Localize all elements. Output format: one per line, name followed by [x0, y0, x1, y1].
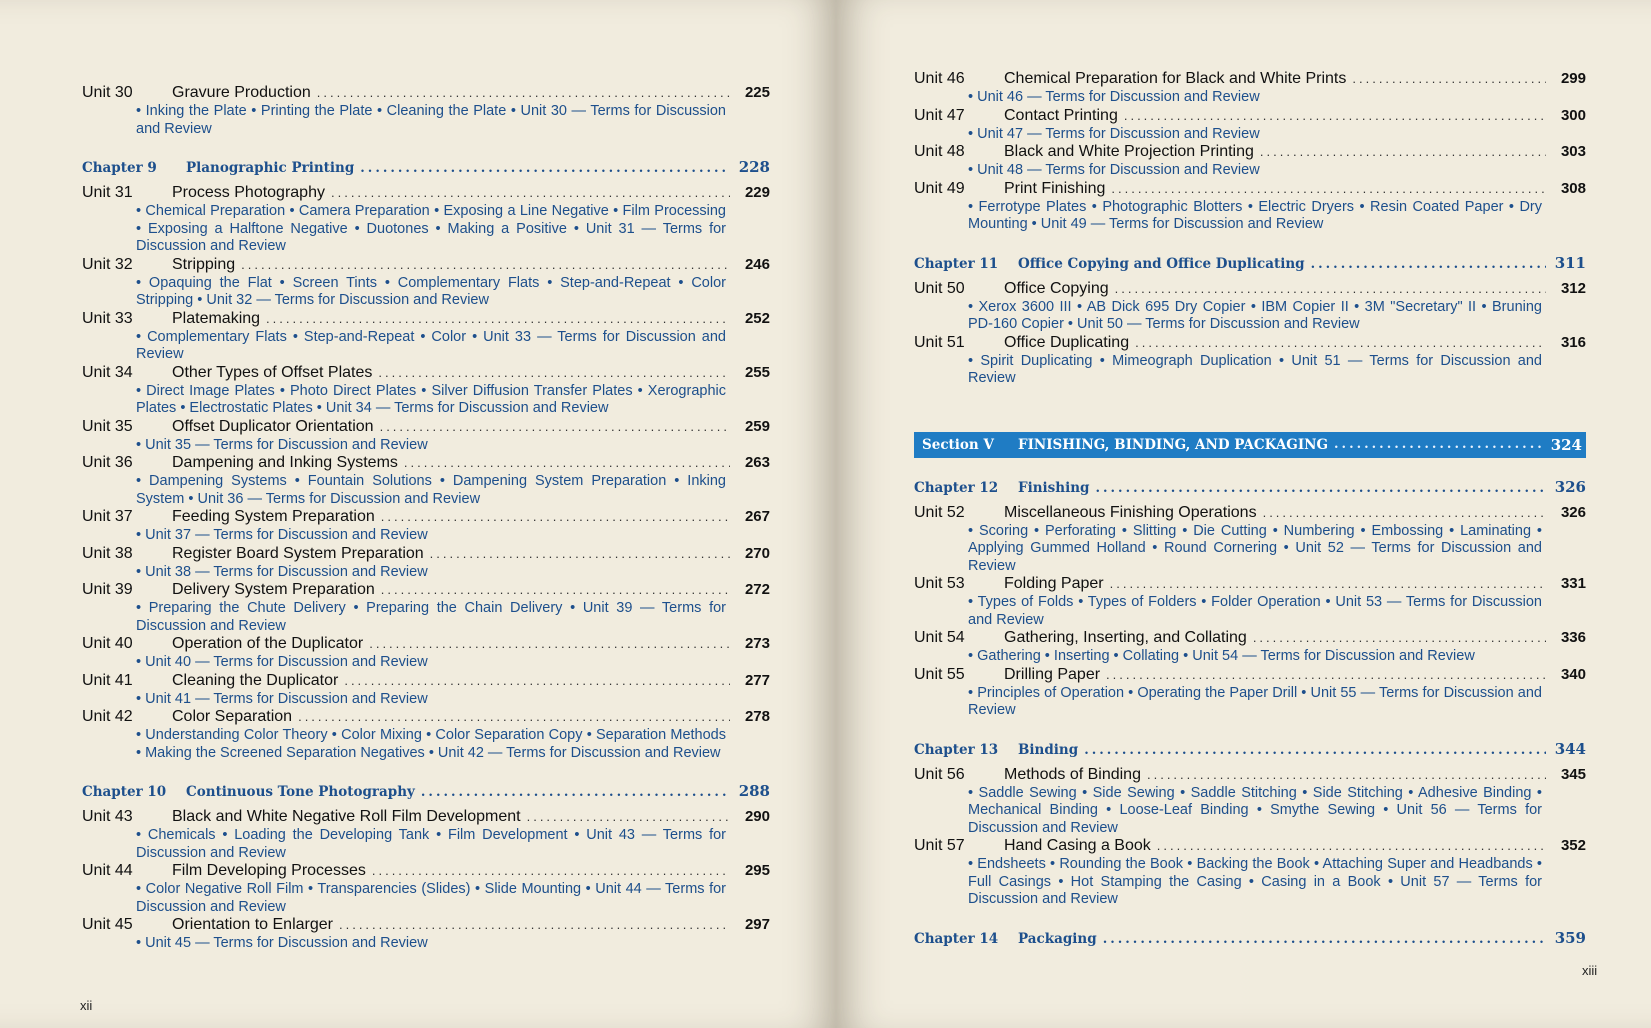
page-number: 267 — [744, 508, 770, 525]
toc-entry — [82, 508, 770, 545]
toc-entry — [82, 84, 770, 138]
unit-topics: • Unit 47 — Terms for Discussion and Review — [968, 125, 1260, 142]
dot-leader — [1115, 281, 1546, 296]
unit-title: Methods of Binding — [1004, 765, 1141, 783]
unit-number: Unit 37 — [82, 508, 133, 525]
unit-topics: • Understanding Color Theory • Color Mixing • Color Separation Copy • Separation Methods • Making the Screened Separation Negatives • Unit 42 — Terms for Discussion and Review — [136, 727, 726, 761]
toc-entry — [82, 862, 770, 916]
unit-number: Unit 53 — [914, 575, 965, 592]
unit-heading — [914, 575, 1586, 594]
unit-number: Unit 51 — [914, 333, 965, 351]
unit-topics: • Types of Folds • Types of Folders • Folder Operation • Unit 53 — Terms for Discussion and Review — [968, 594, 1542, 628]
page-number: 308 — [1560, 179, 1586, 197]
unit-topics: • Direct Image Plates • Photo Direct Plates • Silver Diffusion Transfer Plates • Xerographic Plates • Electrostatic Plates • Unit 34 — Terms for Discussion and Review — [136, 382, 726, 416]
unit-topics: • Complementary Flats • Step-and-Repeat • Color • Unit 33 — Terms for Discussion and Review — [136, 328, 726, 362]
unit-heading — [914, 107, 1586, 126]
unit-topics: • Principles of Operation • Operating the Paper Drill • Unit 55 — Terms for Discussion and Review — [968, 684, 1542, 718]
chapter-heading — [82, 782, 770, 804]
dot-leader — [1135, 335, 1546, 350]
toc-entry — [914, 143, 1586, 180]
dot-leader — [380, 419, 730, 434]
toc-entry — [82, 454, 770, 508]
toc-entry — [914, 334, 1586, 388]
unit-title: Print Finishing — [1004, 179, 1106, 197]
dot-leader — [317, 85, 730, 100]
unit-heading — [914, 180, 1586, 199]
chapter-number: Chapter 13 — [914, 741, 999, 758]
unit-topics: • Unit 35 — Terms for Discussion and Review — [136, 436, 428, 453]
page-number: 300 — [1560, 106, 1586, 124]
unit-heading — [82, 184, 770, 203]
dot-leader — [1084, 743, 1546, 758]
dot-leader — [527, 809, 730, 824]
dot-leader — [1157, 838, 1546, 853]
dot-leader — [1253, 630, 1546, 645]
chapter-title: Binding — [1018, 741, 1079, 758]
dot-leader — [1103, 932, 1546, 947]
unit-topics: • Inking the Plate • Printing the Plate • Cleaning the Plate • Unit 30 — Terms for Discussion and Review — [136, 103, 726, 137]
unit-topics: • Chemicals • Loading the Developing Tank • Film Development • Unit 43 — Terms for Discussion and Review — [136, 827, 726, 861]
unit-heading — [914, 766, 1586, 785]
unit-topics: • Unit 48 — Terms for Discussion and Review — [968, 162, 1260, 178]
page-number: 345 — [1560, 765, 1586, 783]
unit-heading — [914, 629, 1586, 648]
toc-entry — [82, 708, 770, 762]
page-number: 229 — [744, 184, 770, 201]
unit-topics: • Endsheets • Rounding the Book • Backing the Book • Attaching Super and Headbands • Full Casings • Hot Stamping the Casing • Casing in a Book • Unit 57 — Terms for Discussion and Review — [968, 856, 1542, 907]
chapter-number: Chapter 14 — [914, 930, 999, 947]
unit-number: Unit 32 — [82, 255, 133, 273]
unit-number: Unit 39 — [82, 581, 133, 598]
unit-number: Unit 36 — [82, 454, 133, 471]
chapter-heading — [82, 158, 770, 180]
unit-title: Dampening and Inking Systems — [172, 454, 398, 471]
page-number: 263 — [744, 454, 770, 471]
unit-title: Operation of the Duplicator — [172, 635, 364, 652]
toc-entry — [82, 256, 770, 310]
unit-topics: • Unit 40 — Terms for Discussion and Review — [136, 654, 428, 670]
unit-number: Unit 45 — [82, 916, 133, 933]
toc-entry — [82, 310, 770, 364]
unit-number: Unit 46 — [914, 70, 965, 87]
unit-number: Unit 31 — [82, 184, 133, 201]
toc-entry — [914, 929, 1586, 951]
unit-heading — [82, 672, 770, 691]
unit-number: Unit 41 — [82, 671, 133, 689]
chapter-title: Continuous Tone Photography — [186, 784, 415, 800]
toc-entry — [82, 808, 770, 862]
unit-title: Offset Duplicator Orientation — [172, 417, 374, 435]
page-number: 331 — [1560, 575, 1586, 592]
dot-leader — [372, 863, 730, 878]
unit-heading — [82, 454, 770, 473]
unit-number: Unit 50 — [914, 279, 965, 297]
unit-title: Folding Paper — [1004, 575, 1104, 592]
toc-entry — [914, 504, 1586, 576]
page-number: 288 — [738, 782, 770, 800]
unit-topics: • Unit 45 — Terms for Discussion and Review — [136, 935, 428, 951]
chapter-heading — [914, 929, 1586, 951]
unit-title: Black and White Negative Roll Film Development — [172, 808, 521, 825]
chapter-number: Chapter 12 — [914, 479, 999, 496]
unit-title: Hand Casing a Book — [1004, 837, 1151, 854]
unit-title: Gathering, Inserting, and Collating — [1004, 629, 1247, 646]
dot-leader — [1147, 767, 1546, 782]
toc-entry — [914, 70, 1586, 107]
page-number: 252 — [744, 309, 770, 327]
page-number: 326 — [1560, 503, 1586, 521]
page-number: 316 — [1560, 333, 1586, 351]
page-number: 326 — [1554, 477, 1586, 496]
unit-number: Unit 42 — [82, 708, 133, 725]
toc-entry — [914, 837, 1586, 909]
unit-heading — [82, 364, 770, 383]
unit-topics: • Unit 37 — Terms for Discussion and Review — [136, 527, 428, 543]
unit-heading — [82, 545, 770, 564]
page-number: 259 — [744, 417, 770, 435]
toc-column-right — [914, 70, 1586, 955]
toc-entry — [82, 635, 770, 672]
toc-entry — [82, 782, 770, 804]
section-heading — [914, 432, 1586, 458]
unit-number: Unit 47 — [914, 106, 965, 124]
toc-entry — [914, 575, 1586, 629]
dot-leader — [378, 365, 730, 380]
chapter-title: Finishing — [1018, 479, 1090, 496]
unit-number: Unit 34 — [82, 363, 133, 381]
unit-number: Unit 48 — [914, 143, 965, 160]
unit-number: Unit 35 — [82, 417, 133, 435]
unit-number: Unit 33 — [82, 309, 133, 327]
chapter-title: Office Copying and Office Duplicating — [1018, 255, 1305, 272]
unit-heading — [914, 504, 1586, 523]
dot-leader — [421, 785, 730, 800]
dot-leader — [344, 673, 730, 688]
unit-number: Unit 30 — [82, 84, 133, 101]
unit-heading — [914, 70, 1586, 89]
unit-heading — [82, 581, 770, 600]
toc-entry — [914, 280, 1586, 334]
dot-leader — [1311, 257, 1546, 272]
unit-topics: • Chemical Preparation • Camera Preparation • Exposing a Line Negative • Film Processing • Exposing a Halftone Negative • Duotones • Making a Positive • Unit 31 — Terms for Discussion and Review — [136, 203, 726, 254]
unit-title: Chemical Preparation for Black and White Prints — [1004, 70, 1347, 87]
dot-leader — [298, 709, 730, 724]
toc-entry — [82, 364, 770, 418]
page-number: 278 — [744, 708, 770, 725]
unit-heading — [82, 862, 770, 881]
dot-leader — [404, 455, 730, 470]
unit-topics: • Preparing the Chute Delivery • Preparing the Chain Delivery • Unit 39 — Terms for Discussion and Review — [136, 600, 726, 634]
page-number: 311 — [1554, 253, 1586, 272]
unit-title: Black and White Projection Printing — [1004, 143, 1254, 160]
page-number: 303 — [1560, 143, 1586, 160]
unit-topics: • Unit 41 — Terms for Discussion and Review — [136, 690, 428, 707]
unit-heading — [914, 666, 1586, 685]
page-folio-left: xii — [80, 998, 93, 1013]
page-number: 246 — [744, 255, 770, 273]
page-folio-right: xiii — [1582, 963, 1598, 978]
dot-leader — [266, 311, 730, 326]
dot-leader — [360, 161, 730, 176]
toc-entry — [82, 672, 770, 709]
toc-entry — [914, 478, 1586, 500]
right-page — [836, 0, 1651, 1028]
toc-entry — [82, 158, 770, 180]
toc-entry — [82, 545, 770, 582]
unit-number: Unit 43 — [82, 808, 133, 825]
dot-leader — [1110, 576, 1546, 591]
dot-leader — [1263, 505, 1546, 520]
page-number: 277 — [744, 671, 770, 689]
unit-number: Unit 55 — [914, 665, 965, 683]
toc-entry — [914, 666, 1586, 720]
unit-title: Drilling Paper — [1004, 665, 1101, 683]
page-number: 272 — [744, 581, 770, 598]
dot-leader — [1106, 667, 1546, 682]
unit-heading — [82, 84, 770, 103]
unit-heading — [82, 708, 770, 727]
page-number: 352 — [1560, 837, 1586, 854]
unit-heading — [82, 508, 770, 527]
unit-title: Delivery System Preparation — [172, 581, 375, 598]
dot-leader — [1352, 71, 1546, 86]
chapter-number: Chapter 11 — [914, 255, 999, 272]
page-number: 273 — [744, 635, 770, 652]
unit-topics: • Gathering • Inserting • Collating • Unit 54 — Terms for Discussion and Review — [968, 648, 1475, 664]
unit-topics: • Unit 38 — Terms for Discussion and Review — [136, 563, 428, 580]
dot-leader — [381, 509, 730, 524]
unit-topics: • Saddle Sewing • Side Sewing • Saddle Stitching • Side Stitching • Adhesive Binding • Mechanical Binding • Loose-Leaf Binding • Smythe Sewing • Unit 56 — Terms for Discussion and Review — [968, 784, 1542, 836]
page-number: 225 — [744, 84, 770, 101]
unit-title: Color Separation — [172, 708, 293, 725]
unit-heading — [914, 143, 1586, 162]
page-number: 312 — [1560, 279, 1586, 297]
unit-number: Unit 44 — [82, 862, 133, 879]
unit-topics: • Scoring • Perforating • Slitting • Die Cutting • Numbering • Embossing • Laminating • Applying Gummed Holland • Round Cornering • Unit 52 — Terms for Discussion and Review — [968, 522, 1542, 574]
page-number: 340 — [1560, 665, 1586, 683]
chapter-heading — [914, 478, 1586, 500]
unit-heading — [914, 334, 1586, 353]
page-number: 255 — [744, 363, 770, 381]
dot-leader — [331, 185, 730, 200]
dot-leader — [1260, 144, 1546, 159]
unit-topics: • Opaquing the Flat • Screen Tints • Complementary Flats • Step-and-Repeat • Color Stripping • Unit 32 — Terms for Discussion and Review — [136, 274, 726, 308]
unit-heading — [82, 418, 770, 437]
toc-entry — [914, 629, 1586, 666]
dot-leader — [381, 582, 730, 597]
unit-heading — [914, 280, 1586, 299]
unit-title: Film Developing Processes — [172, 862, 366, 879]
chapter-heading — [914, 740, 1586, 762]
unit-title: Platemaking — [172, 309, 261, 327]
unit-title: Other Types of Offset Plates — [172, 363, 373, 381]
unit-topics: • Ferrotype Plates • Photographic Blotters • Electric Dryers • Resin Coated Paper • Dry Mounting • Unit 49 — Terms for Discussion and Review — [968, 198, 1542, 232]
chapter-number: Chapter 10 — [82, 784, 167, 800]
unit-title: Register Board System Preparation — [172, 544, 424, 562]
toc-entry — [914, 107, 1586, 144]
unit-number: Unit 49 — [914, 179, 965, 197]
chapter-title: Packaging — [1018, 930, 1097, 947]
toc-entry — [914, 740, 1586, 762]
unit-heading — [914, 837, 1586, 856]
page-number: 270 — [744, 544, 770, 562]
unit-heading — [82, 310, 770, 329]
toc-entry — [82, 184, 770, 256]
unit-title: Gravure Production — [172, 84, 311, 101]
unit-number: Unit 57 — [914, 837, 965, 854]
toc-entry — [82, 581, 770, 635]
unit-title: Miscellaneous Finishing Operations — [1004, 503, 1257, 521]
section-number: Section V — [922, 436, 994, 453]
page-number: 299 — [1560, 70, 1586, 87]
toc-entry — [82, 916, 770, 953]
unit-title: Feeding System Preparation — [172, 508, 375, 525]
page-number: 297 — [744, 916, 770, 933]
toc-entry — [82, 418, 770, 455]
chapter-number: Chapter 9 — [82, 160, 157, 176]
unit-title: Contact Printing — [1004, 106, 1118, 124]
chapter-heading — [914, 254, 1586, 276]
unit-title: Process Photography — [172, 184, 325, 201]
page-number: 228 — [738, 158, 770, 176]
unit-topics: • Color Negative Roll Film • Transparencies (Slides) • Slide Mounting • Unit 44 — Terms for Discussion and Review — [136, 881, 726, 915]
toc-entry — [914, 254, 1586, 276]
unit-title: Cleaning the Duplicator — [172, 671, 339, 689]
unit-title: Office Duplicating — [1004, 333, 1130, 351]
page-number: 344 — [1554, 739, 1586, 758]
chapter-title: Planographic Printing — [186, 160, 355, 176]
dot-leader — [430, 546, 730, 561]
unit-topics: • Spirit Duplicating • Mimeograph Duplication • Unit 51 — Terms for Discussion and Review — [968, 352, 1542, 386]
toc-column-left — [82, 84, 770, 953]
unit-number: Unit 52 — [914, 503, 965, 521]
dot-leader — [1111, 181, 1546, 196]
dot-leader — [1095, 481, 1546, 496]
toc-entry — [914, 766, 1586, 838]
unit-heading — [82, 916, 770, 935]
unit-topics: • Unit 46 — Terms for Discussion and Review — [968, 89, 1260, 105]
unit-number: Unit 56 — [914, 765, 965, 783]
dot-leader — [1124, 108, 1546, 123]
unit-number: Unit 38 — [82, 544, 133, 562]
section-title: FINISHING, BINDING, AND PACKAGING — [1018, 436, 1329, 453]
page-number: 290 — [744, 808, 770, 825]
page-number: 295 — [744, 862, 770, 879]
unit-number: Unit 54 — [914, 629, 965, 646]
toc-entry — [914, 180, 1586, 234]
dot-leader — [1334, 437, 1542, 452]
page-number: 359 — [1554, 928, 1586, 947]
unit-heading — [82, 256, 770, 275]
unit-topics: • Dampening Systems • Fountain Solutions • Dampening System Preparation • Inking System • Unit 36 — Terms for Discussion and Review — [136, 473, 726, 507]
unit-title: Orientation to Enlarger — [172, 916, 333, 933]
unit-title: Office Copying — [1004, 279, 1109, 297]
toc-entry — [914, 432, 1586, 458]
unit-number: Unit 40 — [82, 635, 133, 652]
page-number: 324 — [1550, 435, 1582, 454]
unit-topics: • Xerox 3600 III • AB Dick 695 Dry Copier • IBM Copier II • 3M "Secretary" II • Bruning PD-160 Copier • Unit 50 — Terms for Discussion and Review — [968, 298, 1542, 332]
dot-leader — [339, 917, 730, 932]
dot-leader — [369, 636, 730, 651]
unit-heading — [82, 808, 770, 827]
unit-heading — [82, 635, 770, 654]
page-number: 336 — [1560, 629, 1586, 646]
unit-title: Stripping — [172, 255, 236, 273]
dot-leader — [241, 257, 730, 272]
